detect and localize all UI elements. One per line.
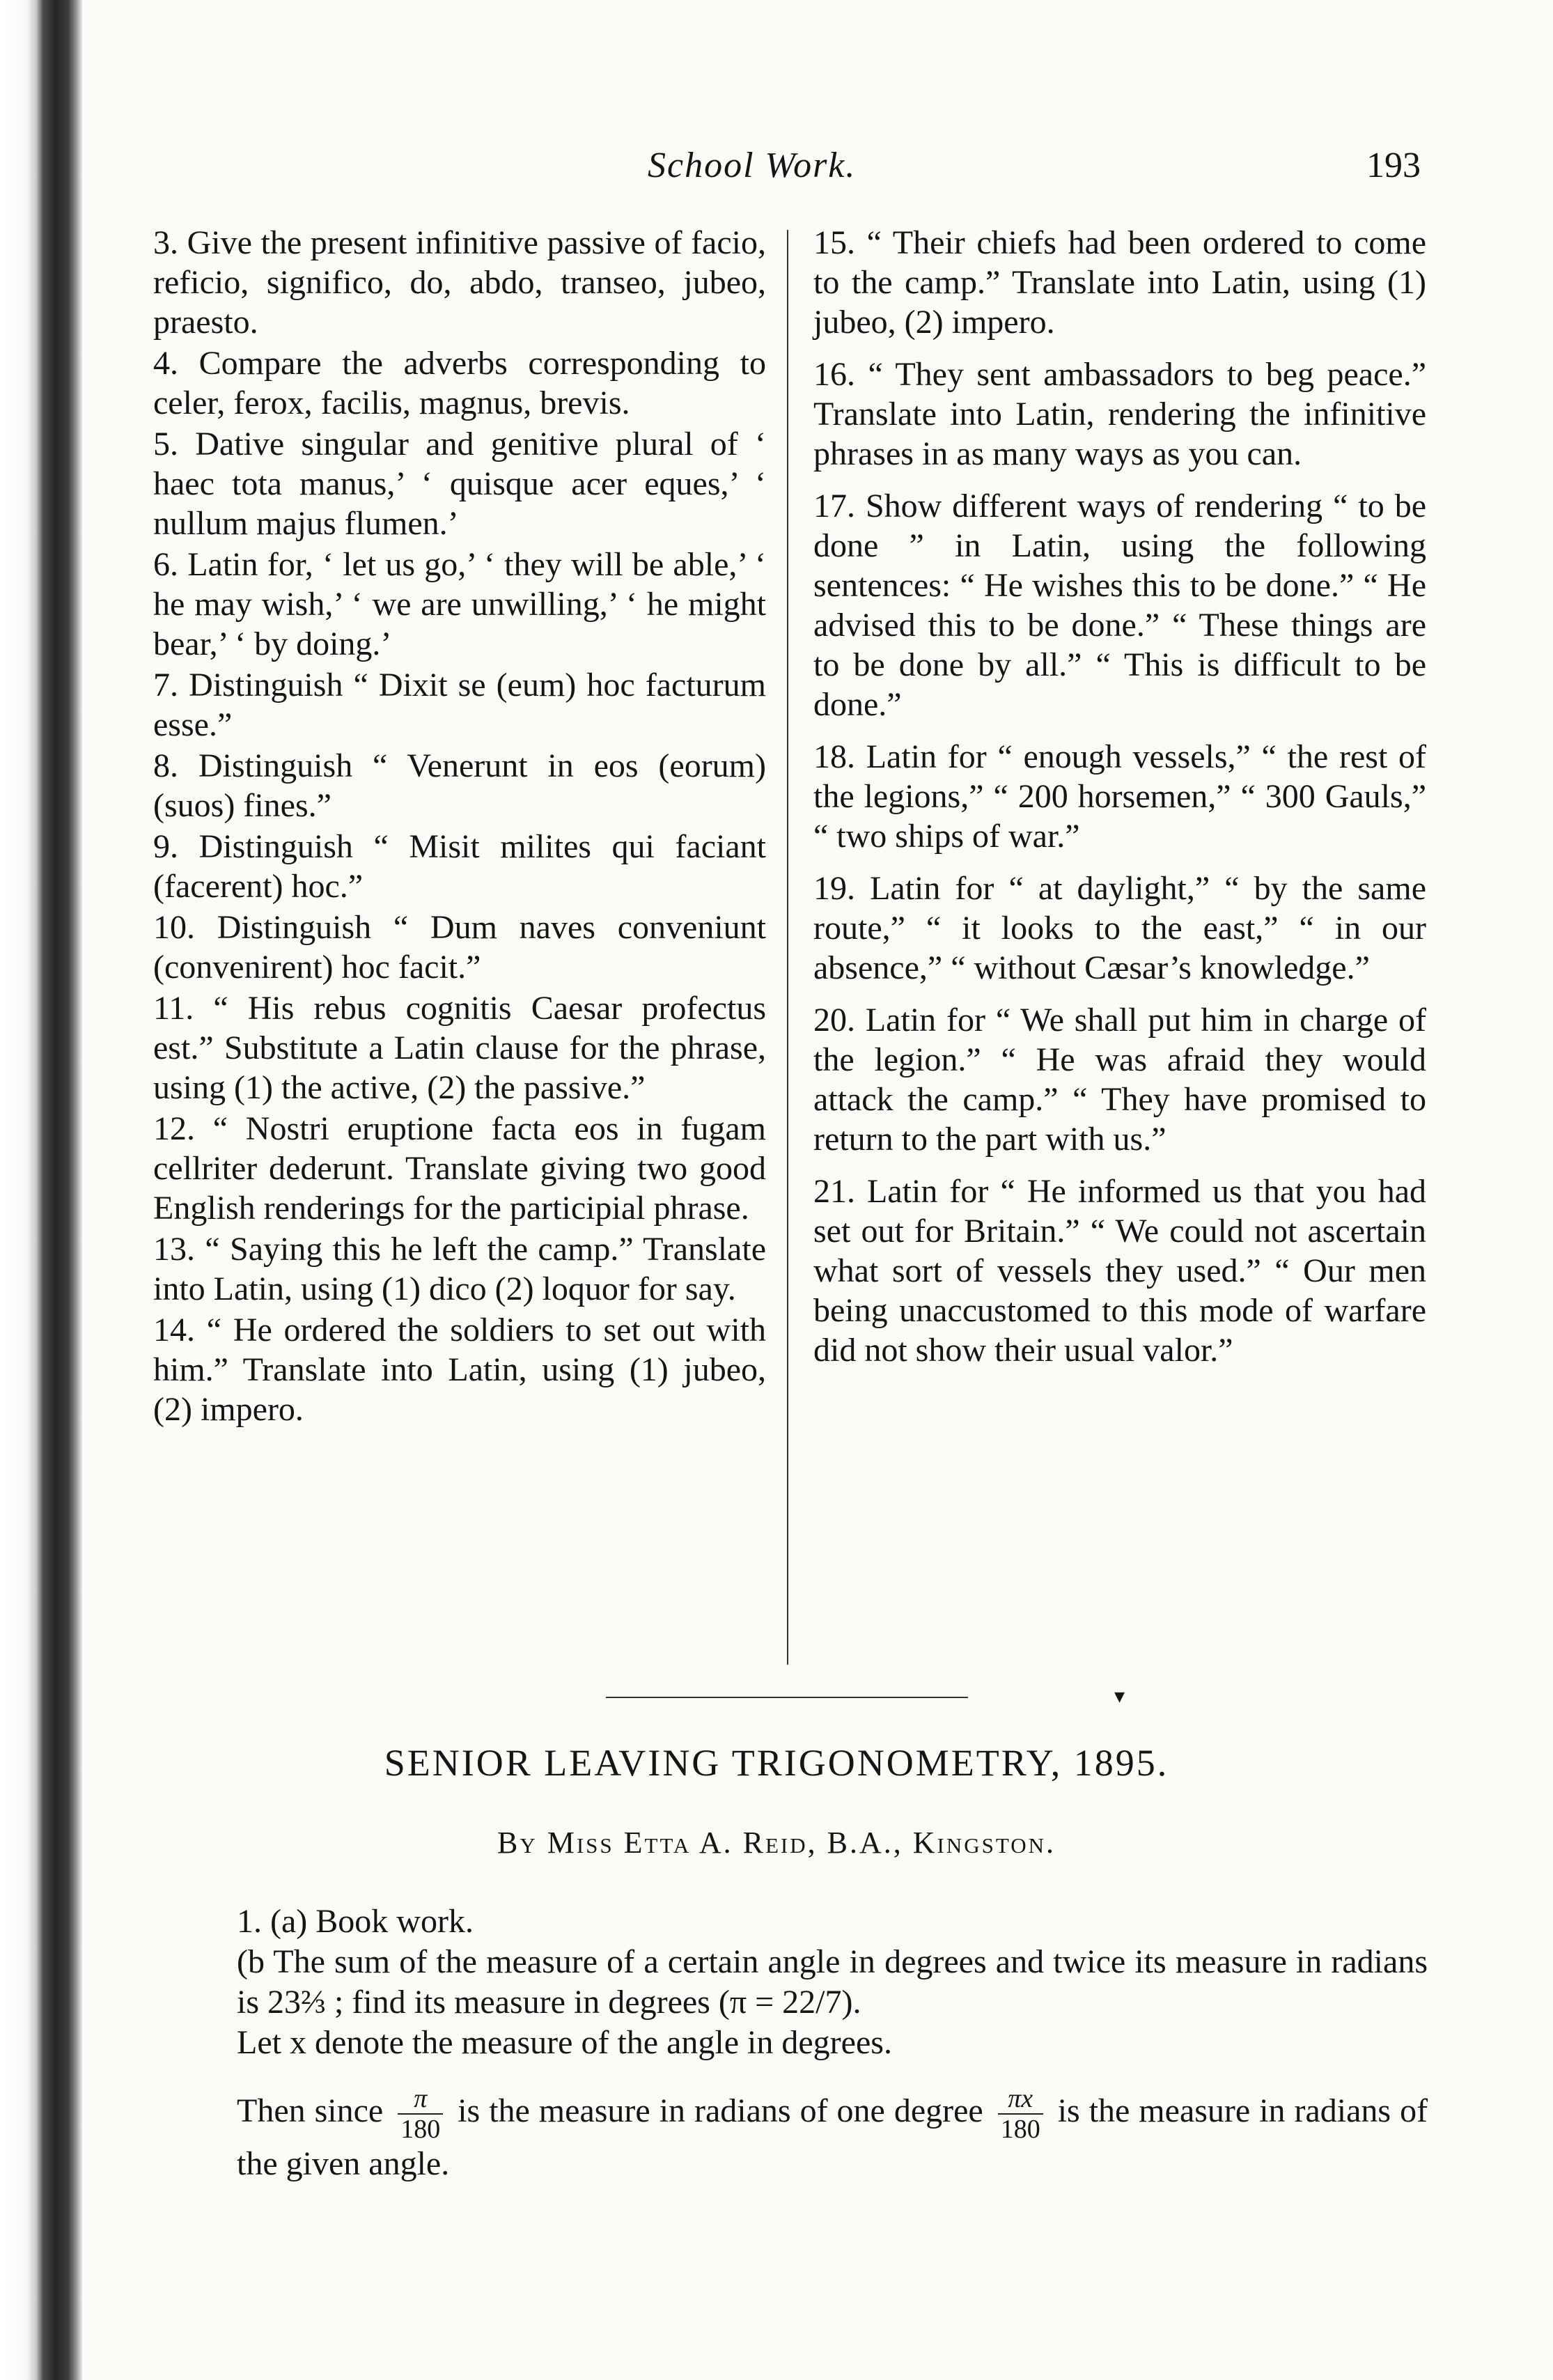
question-10: 10. Distinguish “ Dum naves conveniunt (convenirent) hoc facit.”	[153, 909, 766, 986]
body-line-2: (b The sum of the measure of a certain angle in degrees and twice its measure in radians is 23⅔ ; find its measure in degrees (π = 22/7).	[237, 1943, 1428, 2021]
question-20: 20. Latin for “ We shall put him in charge of the legion.” “ He was afraid they would attack the camp.” “ They have promised to return to the part with us.”	[813, 1002, 1426, 1158]
separator-mark: ▾	[1114, 1685, 1125, 1708]
fraction-1-numerator: π	[398, 2084, 443, 2115]
question-3: 3. Give the present infinitive passive of facio, reficio, significo, do, abdo, transeo, jubeo, praesto.	[153, 224, 766, 341]
column-divider	[787, 230, 788, 1665]
fraction-1-denominator: 180	[400, 2115, 441, 2144]
fraction-2-denominator: 180	[1000, 2115, 1040, 2144]
question-15: 15. “ Their chiefs had been ordered to come to the camp.” Translate into Latin, using (1) jubeo, (2) impero.	[813, 224, 1426, 341]
question-18: 18. Latin for “ enough vessels,” “ the rest of the legions,” “ 200 horsemen,” “ 300 Gauls,” “ two ships of war.”	[813, 738, 1426, 855]
fraction-pix-over-180	[998, 2084, 1043, 2144]
then-text-c: is the measure in radians of the given angle.	[237, 2092, 1428, 2182]
question-9: 9. Distinguish “ Misit milites qui faciant (facerent) hoc.”	[153, 828, 766, 905]
body-then-line	[153, 2084, 1428, 2184]
body-line-1: 1. (a) Book work.	[237, 1903, 474, 1940]
question-5: 5. Dative singular and genitive plural of ‘ haec tota manus,’ ‘ quisque acer eques,’ ‘ nullum majus flumen.’	[153, 426, 766, 542]
page-number: 193	[1366, 146, 1421, 185]
fraction-2-numerator: πx	[998, 2084, 1043, 2115]
then-text-a: Then since	[237, 2092, 384, 2130]
question-13: 13. “ Saying this he left the camp.” Translate into Latin, using (1) dico (2) loquor for say.	[153, 1231, 766, 1307]
section-title: SENIOR LEAVING TRIGONOMETRY, 1895.	[384, 1742, 1169, 1784]
question-21: 21. Latin for “ He informed us that you had set out for Britain.” “ We could not ascertain what sort of vessels they used.” “ Our men being unaccustomed to this mode of warfare did not show their usual valor.”	[813, 1173, 1426, 1369]
running-title: School Work.	[648, 146, 857, 185]
running-head	[0, 145, 1553, 195]
body-line-3: Let x denote the measure of the angle in degrees.	[237, 2024, 892, 2061]
question-6: 6. Latin for, ‘ let us go,’ ‘ they will be able,’ ‘ he may wish,’ ‘ we are unwilling,’ ‘ he might bear,’ ‘ by doing.’	[153, 546, 766, 662]
question-11: 11. “ His rebus cognitis Caesar profectus est.” Substitute a Latin clause for the phrase, using (1) the active, (2) the passive.”	[153, 990, 766, 1106]
section-separator-rule	[606, 1697, 968, 1698]
left-column	[153, 223, 766, 1429]
question-7: 7. Distinguish “ Dixit se (eum) hoc facturum esse.”	[153, 667, 766, 743]
question-12: 12. “ Nostri eruptione facta eos in fugam cellriter dederunt. Translate giving two good English renderings for the participial phrase.	[153, 1110, 766, 1227]
then-text-b: is the measure in radians of one degree	[458, 2092, 983, 2130]
question-8: 8. Distinguish “ Venerunt in eos (eorum) (suos) fines.”	[153, 747, 766, 824]
page-binding-edge	[0, 0, 82, 2380]
section-byline: By Miss Etta A. Reid, B.A., Kingston.	[497, 1826, 1056, 1860]
question-17: 17. Show different ways of rendering “ to be done ” in Latin, using the following sentences: “ He wishes this to be done.” “ He advised this to be done.” “ These things are to be done by all.” “ This is difficult to be done.”	[813, 488, 1426, 723]
question-19: 19. Latin for “ at daylight,” “ by the same route,” “ it looks to the east,” “ in our absence,” “ without Cæsar’s knowledge.”	[813, 870, 1426, 986]
trigonometry-body	[153, 1901, 1428, 2184]
fraction-pi-over-180	[398, 2084, 443, 2144]
question-14: 14. “ He ordered the soldiers to set out with him.” Translate into Latin, using (1) jubeo, (2) impero.	[153, 1312, 766, 1428]
question-16: 16. “ They sent ambassadors to beg peace.” Translate into Latin, rendering the infinitive phrases in as many ways as you can.	[813, 356, 1426, 472]
right-column	[813, 223, 1426, 1370]
question-4: 4. Compare the adverbs corresponding to celer, ferox, facilis, magnus, brevis.	[153, 345, 766, 421]
